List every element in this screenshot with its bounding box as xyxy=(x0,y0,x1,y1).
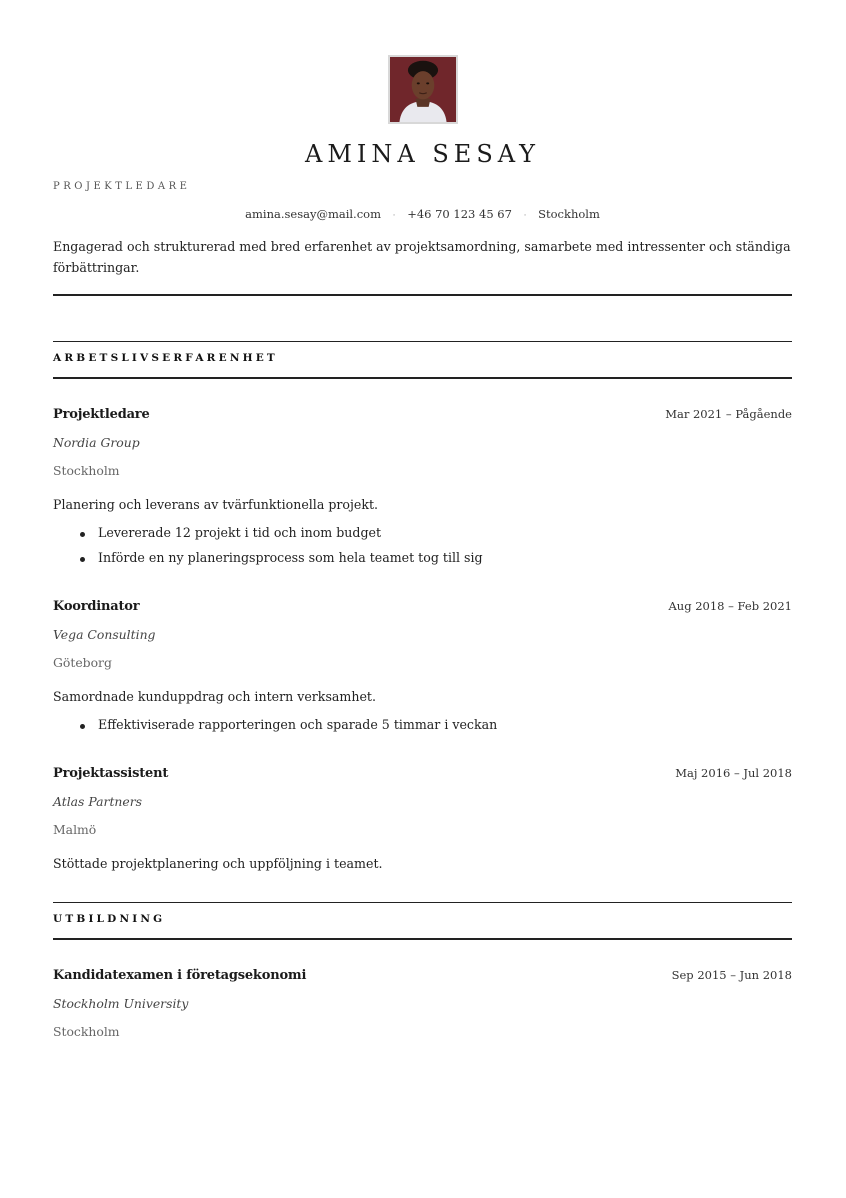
section-rule-bottom xyxy=(53,377,792,379)
job-company: Vega Consulting xyxy=(53,627,156,642)
contact-city: Stockholm xyxy=(538,207,600,221)
section-rule-top xyxy=(53,341,792,342)
job-title: Projektassistent xyxy=(53,766,169,781)
section-rule-top xyxy=(53,902,792,903)
job-dates: Maj 2016 – Jul 2018 xyxy=(675,766,792,780)
achievement-item: Införde en ny planeringsprocess som hela teamet tog till sig xyxy=(53,550,483,575)
job-city: Göteborg xyxy=(53,655,112,670)
job-title: Projektledare xyxy=(53,407,150,422)
achievement-item: Effektiviserade rapporteringen och sparade 5 timmar i veckan xyxy=(53,717,497,742)
job-achievements xyxy=(53,525,483,575)
profile-summary: Engagerad och strukturerad med bred erfarenhet av projektsamordning, samarbete med intressenter och ständiga förbättringar. xyxy=(53,239,791,275)
section-title-education: UTBILDNING xyxy=(53,913,166,925)
job-company: Nordia Group xyxy=(53,435,140,450)
contact-separator: · xyxy=(523,211,527,221)
contact-email[interactable]: amina.sesay@mail.com xyxy=(245,207,381,221)
portrait-icon xyxy=(390,57,456,122)
profile-photo xyxy=(388,55,458,124)
job-description: Stöttade projektplanering och uppföljning i teamet. xyxy=(53,856,383,871)
contact-phone[interactable]: +46 70 123 45 67 xyxy=(407,207,512,221)
school-city: Stockholm xyxy=(53,1024,120,1039)
candidate-role: PROJEKTLEDARE xyxy=(53,181,191,192)
candidate-name: AMINA SESAY xyxy=(305,140,540,168)
section-title-experience: ARBETSLIVSERFARENHET xyxy=(53,352,278,364)
degree-title: Kandidatexamen i företagsekonomi xyxy=(53,968,307,983)
job-description: Samordnade kunduppdrag och intern verksamhet. xyxy=(53,689,376,704)
section-rule-bottom xyxy=(53,938,792,940)
job-company: Atlas Partners xyxy=(53,794,143,809)
job-title: Koordinator xyxy=(53,599,140,614)
job-dates: Aug 2018 – Feb 2021 xyxy=(668,599,792,613)
header-divider xyxy=(53,294,792,296)
contact-line xyxy=(53,207,792,221)
contact-separator: · xyxy=(392,211,396,221)
job-city: Stockholm xyxy=(53,463,120,478)
achievement-item: Levererade 12 projekt i tid och inom budget xyxy=(53,525,483,550)
school-name: Stockholm University xyxy=(53,996,189,1011)
job-city: Malmö xyxy=(53,822,97,837)
job-description: Planering och leverans av tvärfunktionella projekt. xyxy=(53,497,379,512)
job-dates: Mar 2021 – Pågående xyxy=(665,407,792,421)
education-dates: Sep 2015 – Jun 2018 xyxy=(671,968,792,982)
job-achievements xyxy=(53,717,497,742)
